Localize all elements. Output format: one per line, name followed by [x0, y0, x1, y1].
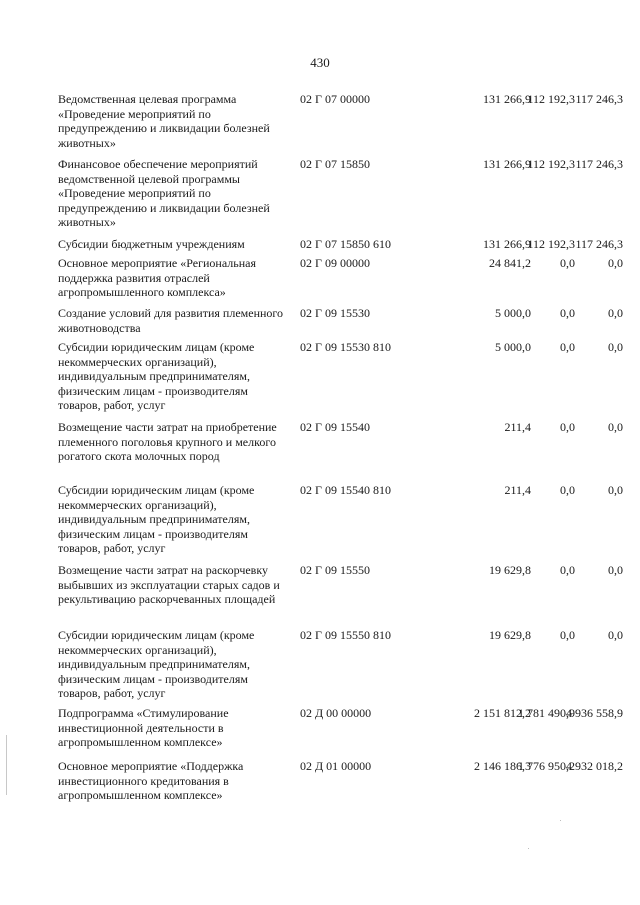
row-name: Субсидии юридическим лицам (кроме некоммерческих организаций), индивидуальным предпринимателям, физическим лицам - производителям товаров, работ, услуг — [58, 340, 255, 412]
table-row — [58, 237, 623, 256]
row-name: Ведомственная целевая программа «Проведение мероприятий по предупреждению и ликвидации болезней животных» — [58, 92, 270, 150]
table-row — [58, 628, 623, 706]
table-row — [58, 759, 623, 807]
row-value-1: 5 000,0 — [495, 340, 531, 354]
row-value-1: 2 146 186,3 — [474, 759, 531, 773]
row-name: Субсидии юридическим лицам (кроме некоммерческих организаций), индивидуальным предпринимателям, физическим лицам - производителям товаров, работ, услуг — [58, 483, 255, 555]
row-value-1: 211,4 — [504, 483, 531, 497]
row-value-3: 4 932 018,2 — [566, 759, 623, 773]
row-value-2: 1 776 950,2 — [518, 759, 575, 773]
row-code: 02 Г 07 15850 610 — [300, 237, 391, 251]
row-code: 02 Д 01 00000 — [300, 759, 372, 773]
row-value-2: 112 192,3 — [527, 237, 575, 251]
row-value-3: 0,0 — [608, 256, 623, 270]
row-code: 02 Г 09 15550 — [300, 563, 370, 577]
row-name: Возмещение части затрат на раскорчевку выбывших из эксплуатации старых садов и рекультивацию раскорчеванных площадей — [58, 563, 280, 606]
row-code: 02 Г 09 00000 — [300, 256, 370, 270]
row-name: Субсидии юридическим лицам (кроме некоммерческих организаций), индивидуальным предпринимателям, физическим лицам - производителям товаров, работ, услуг — [58, 628, 255, 700]
row-value-3: 117 246,3 — [575, 237, 623, 251]
row-code: 02 Г 09 15530 — [300, 306, 370, 320]
scan-margin-mark — [6, 735, 7, 795]
row-value-1: 19 629,8 — [489, 563, 531, 577]
row-code: 02 Г 09 15550 810 — [300, 628, 391, 642]
row-value-1: 24 841,2 — [489, 256, 531, 270]
row-value-2: 0,0 — [560, 420, 575, 434]
row-code: 02 Д 00 00000 — [300, 706, 372, 720]
row-code: 02 Г 09 15540 810 — [300, 483, 391, 497]
row-value-2: 1 781 490,9 — [518, 706, 575, 720]
row-value-1: 211,4 — [504, 420, 531, 434]
row-value-3: 117 246,3 — [575, 92, 623, 106]
row-value-2: 112 192,3 — [527, 92, 575, 106]
table-row — [58, 92, 623, 157]
row-value-1: 131 266,9 — [483, 157, 531, 171]
row-code: 02 Г 07 00000 — [300, 92, 370, 106]
row-value-3: 0,0 — [608, 483, 623, 497]
row-value-1: 131 266,9 — [483, 237, 531, 251]
table-row — [58, 420, 623, 483]
table-row — [58, 340, 623, 420]
row-value-1: 2 151 812,2 — [474, 706, 531, 720]
table-row — [58, 483, 623, 563]
row-value-3: 0,0 — [608, 340, 623, 354]
row-name: Подпрограмма «Стимулирование инвестиционной деятельности в агропромышленном комплексе» — [58, 706, 229, 749]
budget-table — [58, 92, 623, 807]
row-code: 02 Г 09 15530 810 — [300, 340, 391, 354]
row-value-3: 0,0 — [608, 306, 623, 320]
row-name: Финансовое обеспечение мероприятий ведомственной целевой программы «Проведение мероприятий по предупреждению и ликвидации болезней животных» — [58, 157, 270, 229]
row-name: Основное мероприятие «Поддержка инвестиционного кредитования в агропромышленном комплексе» — [58, 759, 244, 802]
row-value-3: 0,0 — [608, 420, 623, 434]
table-row — [58, 563, 623, 628]
scan-speck — [560, 820, 561, 821]
row-code: 02 Г 07 15850 — [300, 157, 370, 171]
row-value-2: 0,0 — [560, 563, 575, 577]
row-value-2: 0,0 — [560, 256, 575, 270]
row-name: Создание условий для развития племенного животноводства — [58, 306, 284, 335]
table-row — [58, 706, 623, 759]
row-value-2: 0,0 — [560, 483, 575, 497]
row-code: 02 Г 09 15540 — [300, 420, 370, 434]
row-name: Возмещение части затрат на приобретение племенного поголовья крупного и мелкого рогатого скота молочных пород — [58, 420, 277, 463]
table-row — [58, 157, 623, 237]
row-name: Субсидии бюджетным учреждениям — [58, 237, 245, 251]
row-value-1: 19 629,8 — [489, 628, 531, 642]
row-value-2: 0,0 — [560, 306, 575, 320]
row-value-3: 0,0 — [608, 563, 623, 577]
table-row — [58, 306, 623, 340]
row-value-2: 0,0 — [560, 340, 575, 354]
scan-speck — [528, 848, 529, 849]
row-value-1: 5 000,0 — [495, 306, 531, 320]
page-number: 430 — [310, 55, 330, 70]
row-value-3: 117 246,3 — [575, 157, 623, 171]
row-name: Основное мероприятие «Региональная поддержка развития отраслей агропромышленного комплекса» — [58, 256, 257, 299]
row-value-3: 4 936 558,9 — [566, 706, 623, 720]
row-value-2: 0,0 — [560, 628, 575, 642]
row-value-1: 131 266,9 — [483, 92, 531, 106]
row-value-2: 112 192,3 — [527, 157, 575, 171]
row-value-3: 0,0 — [608, 628, 623, 642]
table-row — [58, 256, 623, 306]
